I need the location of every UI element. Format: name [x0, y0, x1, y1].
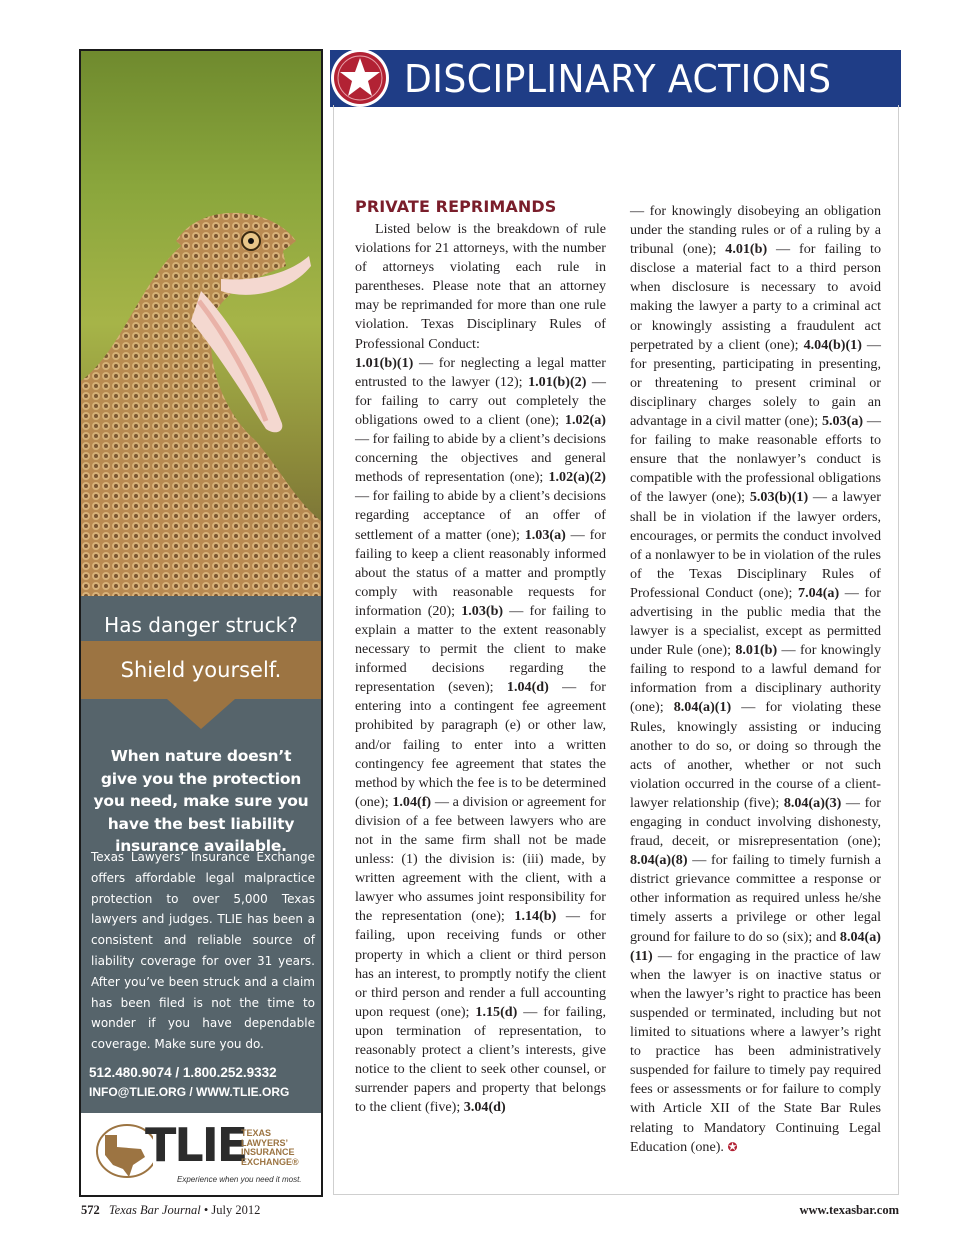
- tlie-advertisement: [79, 49, 323, 1197]
- rule-number: 4.04(b)(1): [803, 336, 862, 353]
- rule-text: — for failing to keep a client reasonably informed about the status of a matter and promptly comply with reasonable requests for information (20);: [355, 526, 607, 619]
- article-column-2: [630, 202, 881, 1157]
- rule-number: 3.04(d): [463, 1099, 506, 1116]
- rule-text: — for failing to abide by a client’s decisions regarding acceptance of an offer of settlement of a matter (one);: [355, 488, 606, 543]
- rules-part-1: [355, 354, 606, 1118]
- rule-text: — a lawyer shall be in violation if the lawyer orders, encourages, or permits the conduct involved of a nonlawyer to be in violation of the rules of the Texas Disciplinary Rules of Professional Conduct (one);: [630, 489, 881, 601]
- footer-separator: •: [203, 1203, 209, 1217]
- rule-number: 8.04(a)(11): [630, 928, 881, 964]
- viper-photo: [81, 51, 321, 596]
- rule-text: — for failing to explain a matter to the extent reasonably necessary to permit the client to make informed decisions regarding the representation (seven);: [355, 602, 606, 696]
- ad-arrow-notch: [167, 699, 235, 729]
- issue-date: July 2012: [211, 1203, 261, 1217]
- rule-number: 8.04(a)(8): [630, 852, 688, 869]
- rule-number: 1.03(b): [461, 602, 504, 619]
- rule-text: — a division or agreement for division of a fee between lawyers who are not in the same firm shall not be made unless: (1) the division is: (iii) made, by written agreement with the client, with a lawyer who assumes joint responsibility for the representation (one);: [355, 793, 606, 925]
- ad-phone: 512.480.9074 / 1.800.252.9332: [89, 1065, 277, 1080]
- rule-text: — for failing to carry out completely the obligations owed to a client (one);: [355, 373, 606, 428]
- tlie-logo: [81, 1113, 321, 1195]
- rule-number: 1.02(a)(2): [548, 469, 606, 486]
- texas-map-icon: [93, 1121, 153, 1183]
- ad-contact: [89, 1063, 319, 1101]
- section-title: DISCIPLINARY ACTIONS: [404, 57, 832, 101]
- article-intro: Listed below is the breakdown of rule violations for 21 attorneys, with the number of attorneys violating each rule in parentheses. Please note that an attorney may be reprimanded for more than one rule violation. Texas Disciplinary Rules of Professional Conduct:: [355, 221, 606, 352]
- rule-number: 1.15(d): [475, 1003, 518, 1020]
- logo-line: TEXAS: [241, 1128, 272, 1138]
- rule-text: — for failing to timely furnish a district grievance committee a response or other information as required unless he/she timely asserts a privilege or other legal ground for failure to do so (six); and: [630, 852, 881, 945]
- rules-part-2: [630, 202, 881, 1157]
- rule-text: — for entering into a contingent fee agreement prohibited by paragraph (e) or other law, and/or failing to enter into a written contingency fee agreement that states the method by which the fee is to be determined (one);: [355, 679, 606, 810]
- star-icon: [330, 48, 390, 108]
- rule-text: — for failing, upon termination of representation, to reasonably protect a client’s interests, give notice to the client to seek other counsel, or surrender papers and property that belongs to the client (five);: [355, 1003, 606, 1116]
- page-number: 572: [81, 1203, 100, 1217]
- rule-number: 4.01(b): [725, 241, 768, 258]
- rule-number: 1.02(a): [564, 411, 606, 428]
- ad-web-email: INFO@TLIE.ORG / WWW.TLIE.ORG: [89, 1085, 290, 1099]
- ad-headline: When nature doesn’t give you the protection you need, make sure you have the best liability insurance available.: [93, 747, 309, 855]
- ad-shield-line: Shield yourself.: [81, 641, 321, 699]
- rule-text: — for failing to make reasonable efforts to ensure that the nonlawyer’s conduct is compatible with the professional obligations of the lawyer (one);: [630, 413, 881, 506]
- rule-number: 7.04(a): [798, 584, 840, 601]
- tlie-wordmark: TLIE: [145, 1118, 247, 1172]
- rule-number: 1.04(f): [392, 793, 432, 810]
- publication-name: Texas Bar Journal: [108, 1203, 201, 1217]
- tlie-tagline: Experience when you need it most.: [177, 1175, 302, 1184]
- rule-number: 1.03(a): [524, 526, 566, 543]
- rule-number: 1.01(b)(1): [355, 354, 414, 371]
- viper-illustration: [81, 51, 321, 596]
- website-link[interactable]: www.texasbar.com: [799, 1203, 899, 1217]
- article-heading: PRIVATE REPRIMANDS: [355, 197, 557, 216]
- logo-line: EXCHANGE®: [241, 1156, 299, 1167]
- rule-number: 8.01(b): [735, 642, 778, 659]
- rule-number: 5.03(b)(1): [749, 489, 809, 506]
- rule-text: — for knowingly failing to respond to a lawful demand for information from a disciplinary authority (one);: [630, 642, 881, 716]
- rule-text: — for violating these Rules, knowingly assisting or inducing another to do so, or doing so through the acts of another, whether or not such violation occurred in the course of a client-lawyer relationship (five);: [630, 699, 881, 811]
- page-footer-left: [81, 1203, 260, 1218]
- section-banner: [330, 50, 901, 107]
- rule-number: 5.03(a): [821, 413, 864, 430]
- rule-text: — for knowingly disobeying an obligation under the standing rules or of a ruling by a tribunal (one);: [630, 203, 881, 258]
- ad-danger-line: Has danger struck?: [81, 596, 321, 676]
- rule-text: — for failing to abide by a client’s decisions concerning the objectives and general methods of representation (one);: [355, 431, 606, 486]
- rule-number: 1.04(d): [506, 679, 549, 696]
- logo-line: INSURANCE: [241, 1147, 295, 1157]
- rule-text: — for engaging in conduct involving dishonesty, fraud, deceit, or misrepresentation (one);: [630, 794, 882, 850]
- rule-text: — for failing, upon receiving funds or other property in which a client or third person has an interest, to promptly notify the client or third person and render a full accounting upon request (one);: [355, 908, 606, 1020]
- logo-line: LAWYERS’: [241, 1137, 289, 1148]
- rule-text: — for presenting, participating in presenting, or threatening to present criminal or disciplinary charges solely to gain an advantage in a civil matter (one);: [630, 336, 881, 430]
- rule-text: — for failing to disclose a material fact to a third person when disclosure is necessary to avoid making the lawyer a party to a criminal act or knowingly assisting a fraudulent act perpetrated by a client (one);: [630, 241, 881, 353]
- rule-number: 1.01(b)(2): [528, 373, 587, 390]
- rule-number: 8.04(a)(3): [783, 794, 842, 811]
- end-star-icon: ✪: [727, 1139, 738, 1154]
- rule-text: — for advertising in the public media that the lawyer is a specialist, except as permitted under Rule (one);: [630, 584, 881, 659]
- article-column-1: [355, 197, 606, 1117]
- rule-text: — for neglecting a legal matter entrusted to the lawyer (12);: [355, 354, 606, 390]
- tlie-full-name: [241, 1129, 299, 1167]
- rule-text: — for engaging in the practice of law when the lawyer is on inactive status or when the lawyer’s right to practice has been suspended or terminated, including but not limited to situations where a lawyer’s right to practice has been administratively suspended for failure to timely pay required fees or assessments or for failure to comply with Article XII of the State Bar Rules relating to Mandatory Continuing Legal Education (one).: [630, 947, 881, 1155]
- rule-number: 1.14(b): [514, 908, 557, 925]
- rule-number: 8.04(a)(1): [673, 699, 732, 716]
- ad-body-text: Texas Lawyers’ Insurance Exchange offers affordable legal malpractice protection to over 5,000 Texas lawyers and judges. TLIE has been a consistent and reliable source of liability coverage for over 31 years. After you’ve been struck and a claim has been filed is not the time to wonder if you have dependable coverage. Make sure you do.: [91, 850, 315, 1052]
